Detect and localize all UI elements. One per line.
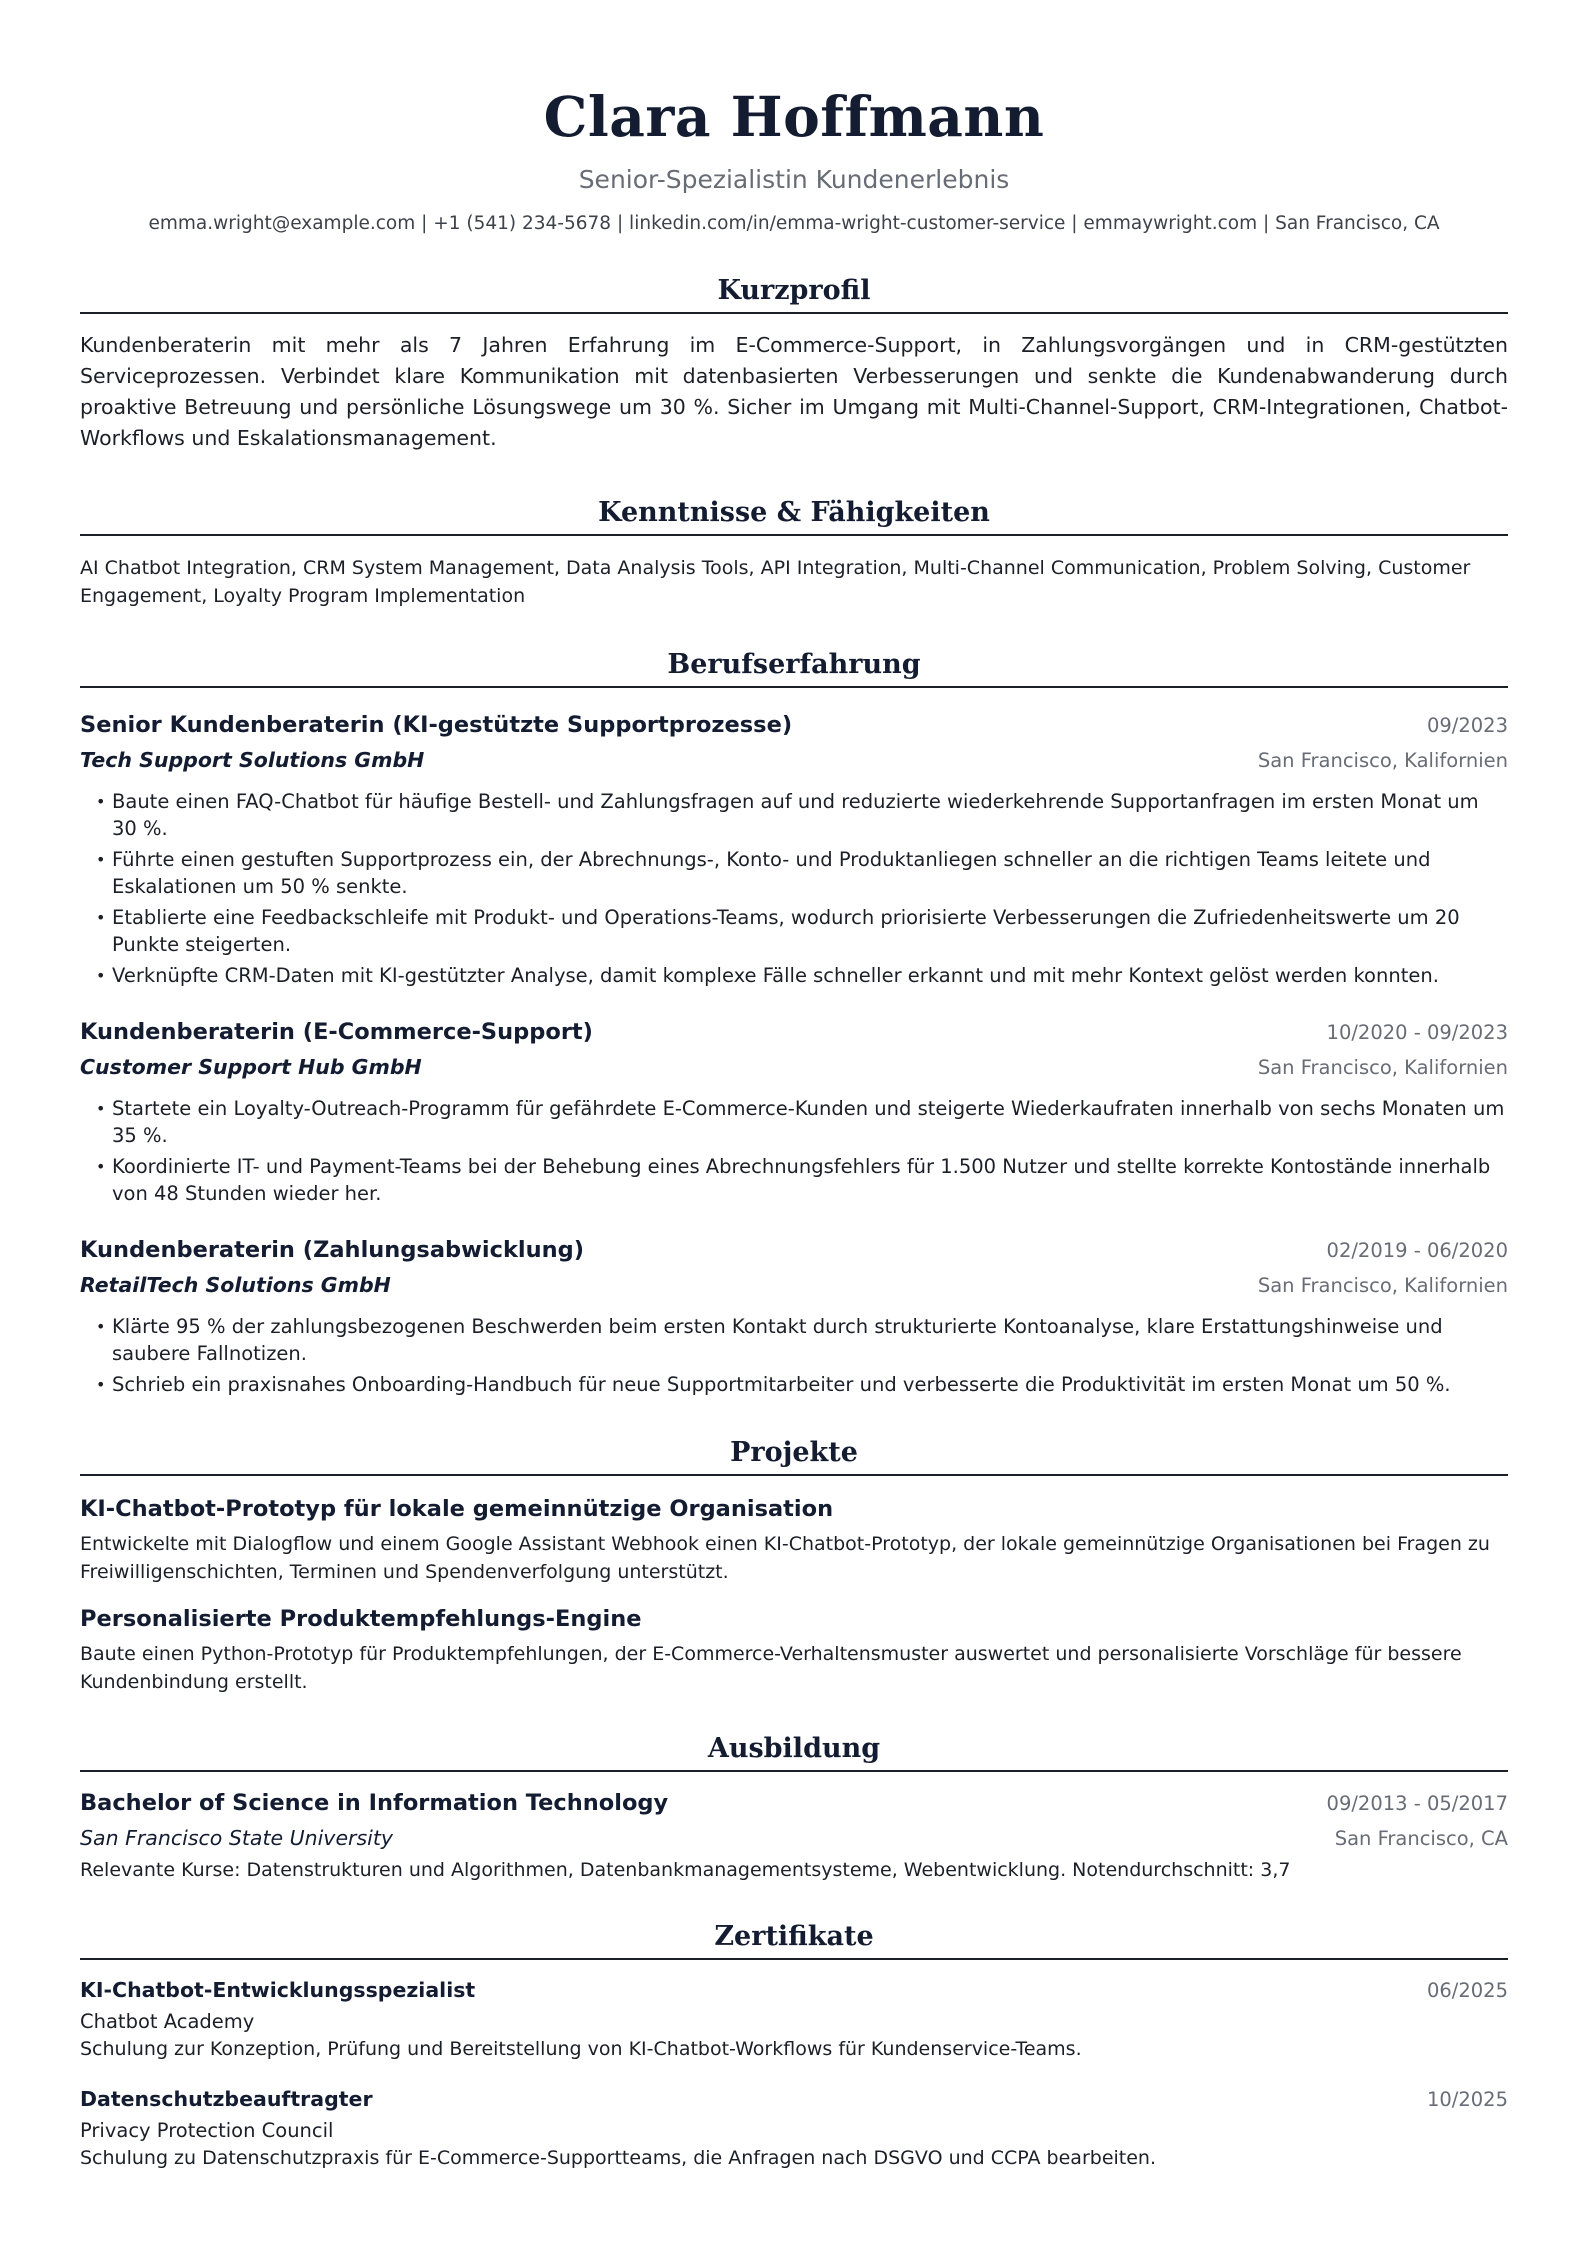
certificate-date: 10/2025 bbox=[1426, 2088, 1508, 2111]
certificate-description: Schulung zu Datenschutzpraxis für E-Commerce-Supportteams, die Anfragen nach DSGVO und CCPA bearbeiten. bbox=[80, 2147, 1157, 2169]
job-bullets bbox=[80, 788, 1508, 989]
summary-section bbox=[80, 274, 1508, 454]
school-name: San Francisco State University bbox=[80, 1826, 394, 1850]
job-bullet: • Startete ein Loyalty-Outreach-Programm für gefährdete E-Commerce-Kunden und steigerte Wiederkaufraten innerhalb von sechs Monaten um 35 %. bbox=[96, 1095, 1508, 1149]
experience-section bbox=[80, 648, 1508, 1398]
job-bullet: • Führte einen gestuften Supportprozess ein, der Abrechnungs-, Konto- und Produktanliegen schneller an die richtigen Teams leitete und Eskalationen um 50 % senkte. bbox=[96, 846, 1508, 900]
project-title: KI-Chatbot-Prototyp für lokale gemeinnützige Organisation bbox=[80, 1496, 834, 1522]
candidate-role: Senior-Spezialistin Kundenerlebnis bbox=[578, 165, 1010, 194]
job-title: Kundenberaterin (E-Commerce-Support) bbox=[80, 1019, 593, 1045]
job-location: San Francisco, Kalifornien bbox=[1257, 1274, 1508, 1297]
candidate-name: Clara Hoffmann bbox=[543, 84, 1045, 149]
contact-line: emma.wright@example.com | +1 (541) 234-5678 | linkedin.com/in/emma-wright-customer-service | emmaywright.com | San Francisco, CA bbox=[148, 213, 1440, 234]
resume-header bbox=[80, 0, 1508, 236]
job-bullet: • Etablierte eine Feedbackschleife mit Produkt- und Operations-Teams, wodurch priorisierte Verbesserungen die Zufriedenheitswerte um 20 Punkte steigerten. bbox=[96, 904, 1508, 958]
summary-heading: Kurzprofil bbox=[80, 274, 1508, 314]
job-title: Senior Kundenberaterin (KI-gestützte Supportprozesse) bbox=[80, 712, 793, 738]
certificate-title: KI-Chatbot-Entwicklungsspezialist bbox=[80, 1978, 476, 2002]
education-heading: Ausbildung bbox=[80, 1732, 1508, 1772]
job-bullet: • Klärte 95 % der zahlungsbezogenen Beschwerden beim ersten Kontakt durch strukturierte Kontoanalyse, klare Erstattungshinweise und saubere Fallnotizen. bbox=[96, 1313, 1508, 1367]
job-date: 02/2019 - 06/2020 bbox=[1326, 1239, 1508, 1262]
job-entry bbox=[80, 708, 1508, 989]
job-location: San Francisco, Kalifornien bbox=[1257, 749, 1508, 772]
skills-section bbox=[80, 496, 1508, 610]
certificates-section bbox=[80, 1920, 1508, 2172]
job-bullets bbox=[80, 1095, 1508, 1207]
certificate-description: Schulung zur Konzeption, Prüfung und Bereitstellung von KI-Chatbot-Workflows für Kundenservice-Teams. bbox=[80, 2038, 1082, 2060]
education-details: Relevante Kurse: Datenstrukturen und Algorithmen, Datenbankmanagementsysteme, Webentwicklung. Notendurchschnitt: 3,7 bbox=[80, 1859, 1291, 1881]
project-title: Personalisierte Produktempfehlungs-Engine bbox=[80, 1606, 642, 1632]
job-bullet: • Verknüpfte CRM-Daten mit KI-gestützter Analyse, damit komplexe Fälle schneller erkannt und mit mehr Kontext gelöst werden konnten. bbox=[96, 962, 1508, 989]
job-title: Kundenberaterin (Zahlungsabwicklung) bbox=[80, 1237, 585, 1263]
education-date: 09/2013 - 05/2017 bbox=[1326, 1792, 1508, 1815]
projects-heading: Projekte bbox=[80, 1436, 1508, 1476]
job-bullet: • Baute einen FAQ-Chatbot für häufige Bestell- und Zahlungsfragen auf und reduzierte wiederkehrende Supportanfragen im ersten Monat um 30 %. bbox=[96, 788, 1508, 842]
job-date: 09/2023 bbox=[1426, 714, 1508, 737]
project-description: Baute einen Python-Prototyp für Produktempfehlungen, der E-Commerce-Verhaltensmuster auswertet und personalisierte Vorschläge für bessere Kundenbindung erstellt. bbox=[80, 1643, 1462, 1693]
job-date: 10/2020 - 09/2023 bbox=[1326, 1021, 1508, 1044]
job-company: Tech Support Solutions GmbH bbox=[80, 748, 425, 772]
certificate-issuer: Privacy Protection Council bbox=[80, 2119, 334, 2142]
job-entry bbox=[80, 1015, 1508, 1207]
summary-text: Kundenberaterin mit mehr als 7 Jahren Erfahrung im E-Commerce-Support, in Zahlungsvorgängen und in CRM-gestützten Serviceprozessen. Verbindet klare Kommunikation mit datenbasierten Verbesserungen und senkte die Kundenabwanderung durch proaktive Betreuung und persönliche Lösungswege um 30 %. Sicher im Umgang mit Multi-Channel-Support, CRM-Integrationen, Chatbot-Workflows und Eskalationsmanagement. bbox=[80, 333, 1508, 450]
project-entry bbox=[80, 1492, 1508, 1586]
job-bullet: • Schrieb ein praxisnahes Onboarding-Handbuch für neue Supportmitarbeiter und verbesserte die Produktivität im ersten Monat um 50 %. bbox=[96, 1371, 1508, 1398]
certificate-title: Datenschutzbeauftragter bbox=[80, 2087, 373, 2111]
projects-section bbox=[80, 1436, 1508, 1696]
experience-heading: Berufserfahrung bbox=[80, 648, 1508, 688]
certificate-date: 06/2025 bbox=[1426, 1979, 1508, 2002]
skills-heading: Kenntnisse & Fähigkeiten bbox=[80, 496, 1508, 536]
certificate-entry bbox=[80, 2083, 1508, 2172]
project-description: Entwickelte mit Dialogflow und einem Google Assistant Webhook einen KI-Chatbot-Prototyp, der lokale gemeinnützige Organisationen bei Fragen zu Freiwilligenschichten, Terminen und Spendenverfolgung unterstützt. bbox=[80, 1533, 1490, 1583]
certificate-issuer: Chatbot Academy bbox=[80, 2010, 255, 2033]
degree-title: Bachelor of Science in Information Technology bbox=[80, 1790, 669, 1816]
education-section bbox=[80, 1732, 1508, 1884]
skills-text: AI Chatbot Integration, CRM System Management, Data Analysis Tools, API Integration, Multi-Channel Communication, Problem Solving, Customer Engagement, Loyalty Program Implementation bbox=[80, 557, 1471, 607]
job-bullets bbox=[80, 1313, 1508, 1398]
job-location: San Francisco, Kalifornien bbox=[1257, 1056, 1508, 1079]
job-company: Customer Support Hub GmbH bbox=[80, 1055, 422, 1079]
project-entry bbox=[80, 1602, 1508, 1696]
job-company: RetailTech Solutions GmbH bbox=[80, 1273, 391, 1297]
job-bullet: • Koordinierte IT- und Payment-Teams bei der Behebung eines Abrechnungsfehlers für 1.500 Nutzer und stellte korrekte Kontostände innerhalb von 48 Stunden wieder her. bbox=[96, 1153, 1508, 1207]
job-entry bbox=[80, 1233, 1508, 1398]
certificate-entry bbox=[80, 1974, 1508, 2063]
certificates-heading: Zertifikate bbox=[80, 1920, 1508, 1960]
school-location: San Francisco, CA bbox=[1334, 1827, 1508, 1850]
